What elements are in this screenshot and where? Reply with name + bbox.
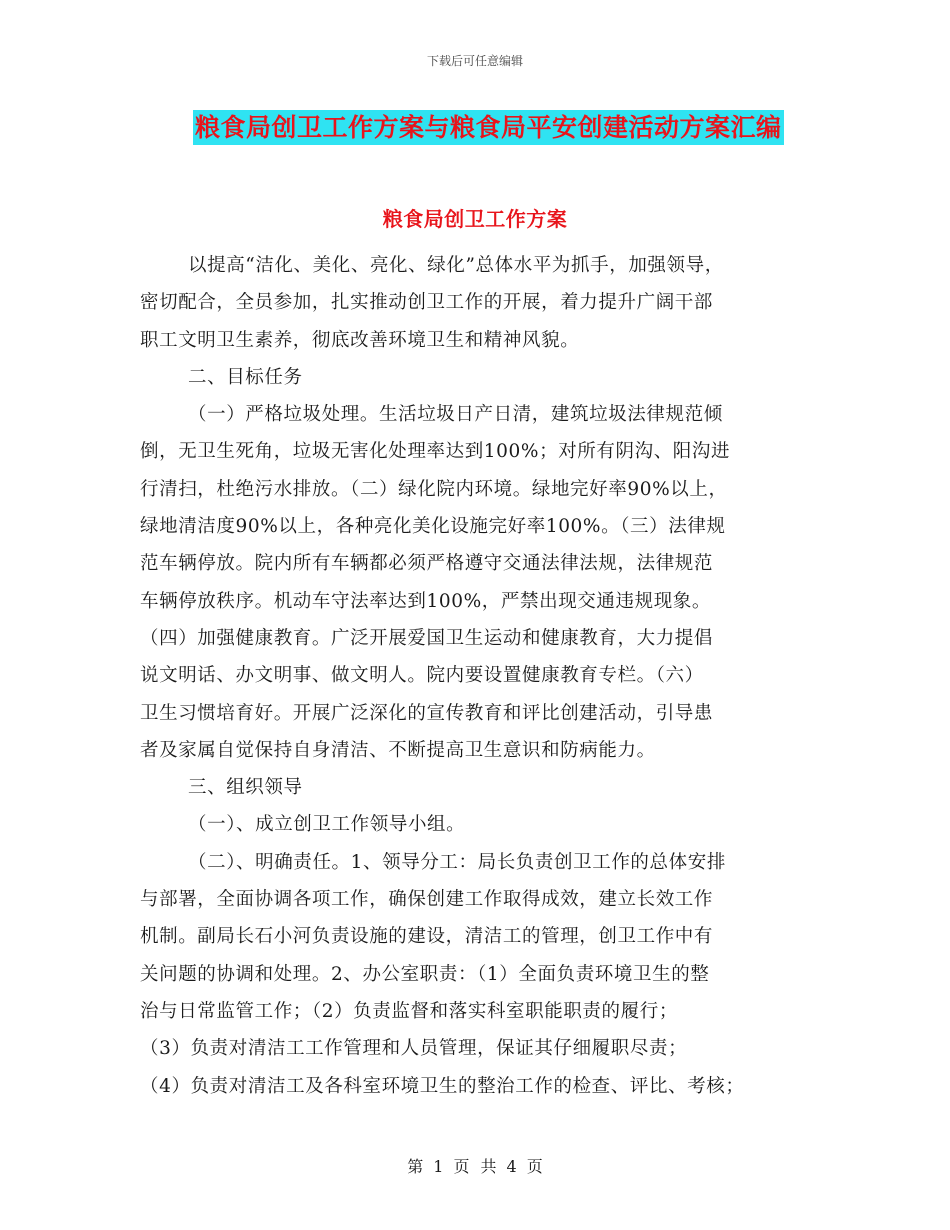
paragraph-line: 行清扫，杜绝污水排放。（二）绿化院内环境。绿地完好率90%以上， [140, 478, 728, 500]
paragraph-line: 者及家属自觉保持自身清洁、不断提高卫生意识和防病能力。 [140, 739, 656, 761]
paragraph-line: （4）负责对清洁工及各科室环境卫生的整治工作的检查、评比、考核； [140, 1075, 745, 1097]
page-footer [0, 1154, 950, 1177]
heading-organization: 三、组织领导 [188, 777, 303, 799]
footer-total-pages: 4 [506, 1157, 517, 1176]
paragraph-line: （3）负责对清洁工工作管理和人员管理，保证其仔细履职尽责； [140, 1038, 688, 1060]
document-body [140, 247, 810, 1105]
paragraph-line: 卫生习惯培育好。开展广泛深化的宣传教育和评比创建活动，引导患 [140, 702, 714, 724]
paragraph-line: （四）加强健康教育。广泛开展爱国卫生运动和健康教育，大力提倡 [140, 627, 714, 649]
section-title: 粮食局创卫工作方案 [382, 207, 568, 231]
paragraph-line: 说文明话、办文明事、做文明人。院内要设置健康教育专栏。（六） [140, 665, 704, 687]
page-header-note: 下载后可任意编辑 [426, 54, 523, 68]
heading-targets: 二、目标任务 [188, 366, 303, 388]
document-title: 粮食局创卫工作方案与粮食局平安创建活动方案汇编 [193, 110, 784, 145]
paragraph-line: 范车辆停放。院内所有车辆都必须严格遵守交通法律法规，法律规范 [140, 553, 714, 575]
footer-suffix: 页 [526, 1157, 543, 1176]
paragraph-line: （一）严格垃圾处理。生活垃圾日产日清，建筑垃圾法律规范倾 [188, 404, 723, 426]
paragraph-line: 绿地清洁度90%以上，各种亮化美化设施完好率100%。（三）法律规 [140, 516, 726, 538]
paragraph-line: 车辆停放秩序。机动车守法率达到100%，严禁出现交通违规现象。 [140, 590, 711, 612]
paragraph-line: 与部署，全面协调各项工作，确保创建工作取得成效，建立长效工作 [140, 889, 714, 911]
paragraph-line: 治与日常监管工作；（2）负责监督和落实科室职能职责的履行； [140, 1000, 678, 1022]
paragraph-line: 密切配合，全员参加，扎实推动创卫工作的开展，着力提升广阔干部 [140, 292, 714, 314]
footer-current-page: 1 [433, 1157, 444, 1176]
footer-middle: 页 共 [453, 1157, 497, 1176]
paragraph-line: 以提高“洁化、美化、亮化、绿化”总体水平为抓手，加强领导， [188, 255, 724, 276]
paragraph-line: （二）、明确责任。1、领导分工：局长负责创卫工作的总体安排 [188, 851, 726, 873]
paragraph-line: 职工文明卫生素养，彻底改善环境卫生和精神风貌。 [140, 329, 580, 351]
paragraph-line: 倒，无卫生死角，垃圾无害化处理率达到100%；对所有阴沟、阳沟进 [140, 441, 731, 463]
footer-prefix: 第 [407, 1157, 424, 1176]
paragraph-line: 机制。副局长石小河负责设施的建设，清洁工的管理，创卫工作中有 [140, 926, 714, 948]
paragraph-line: （一）、成立创卫工作领导小组。 [188, 814, 466, 836]
paragraph-line: 关问题的协调和处理。2、办公室职责：（1）全面负责环境卫生的整 [140, 963, 710, 985]
